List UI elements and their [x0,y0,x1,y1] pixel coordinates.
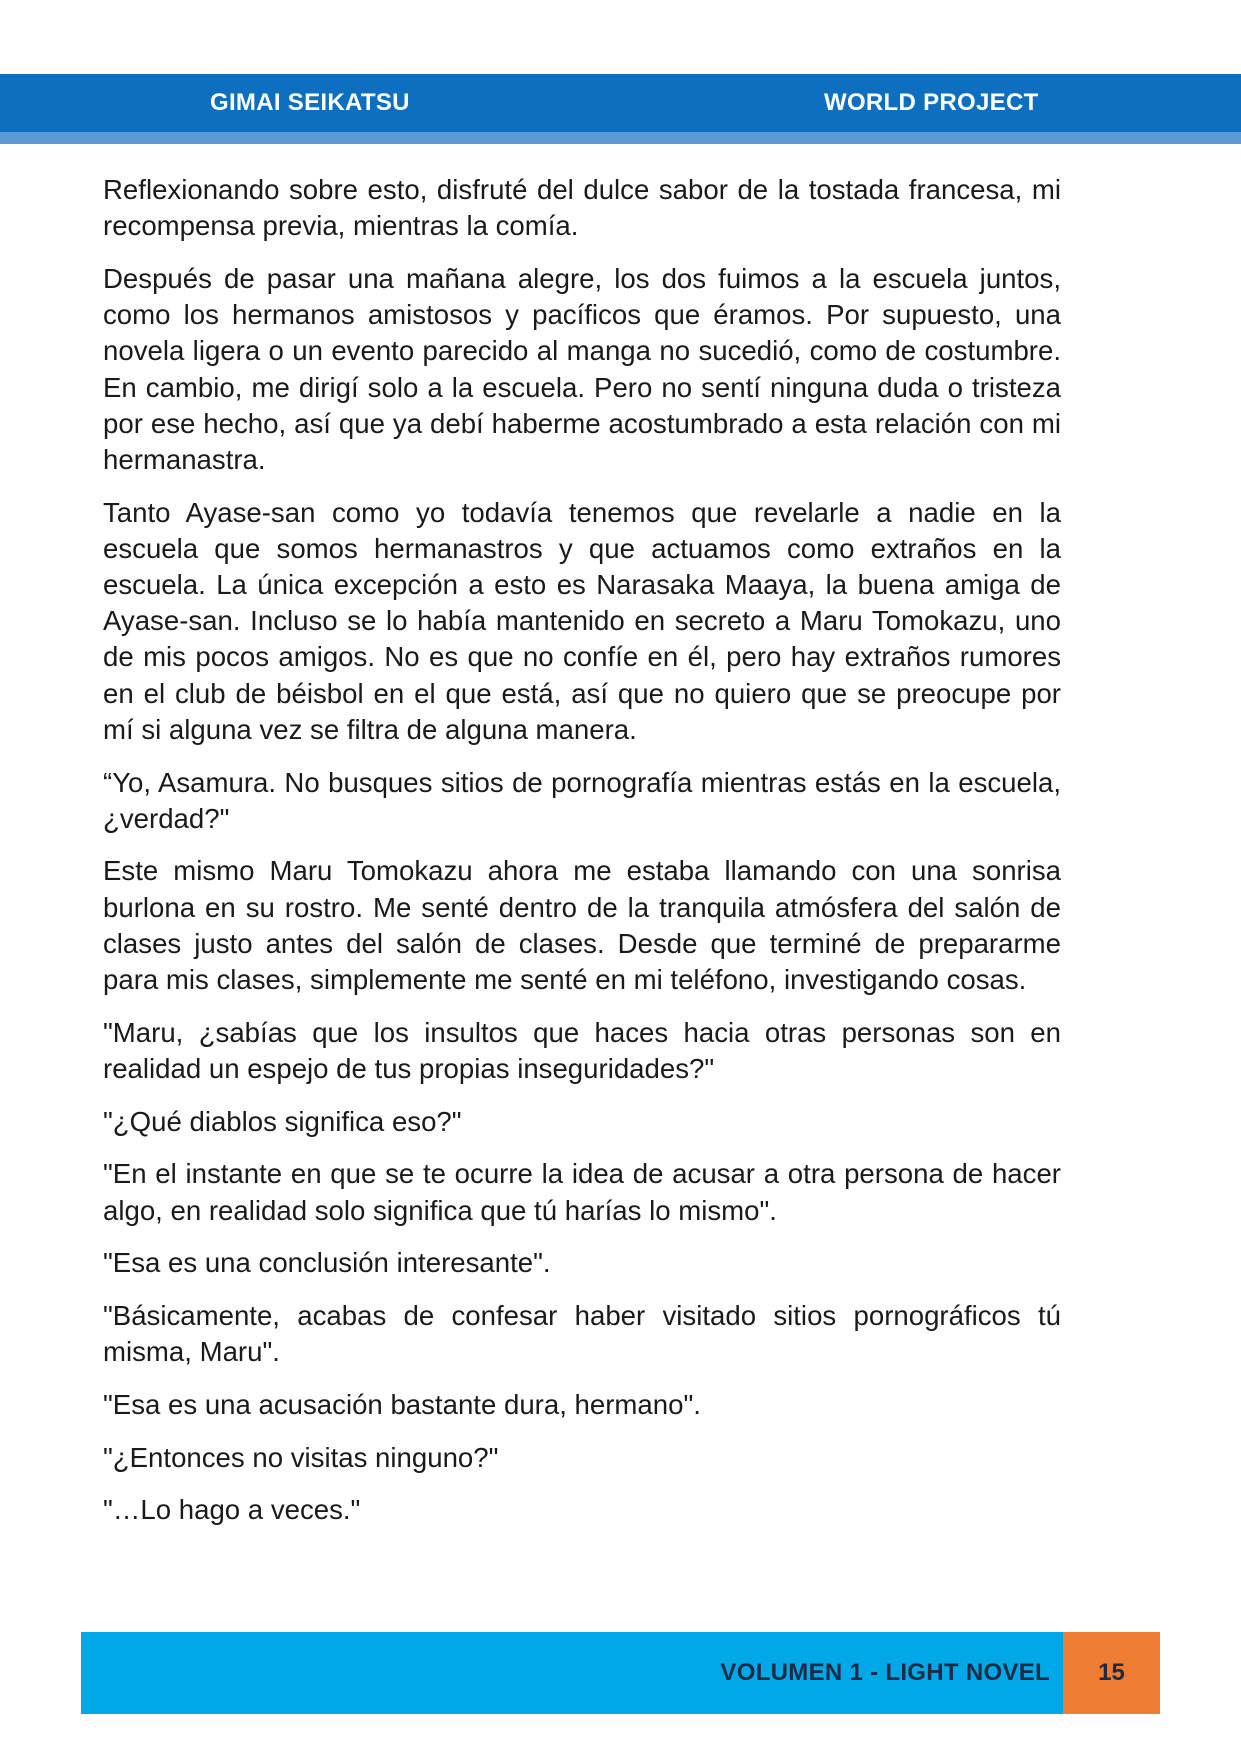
page-number-box [1063,1632,1160,1714]
paragraph: "Maru, ¿sabías que los insultos que haces hacia otras personas son en realidad un espejo de tus propias inseguridades?" [103,1016,1061,1084]
paragraph: "¿Qué diablos significa eso?" [103,1105,462,1137]
paragraph: "¿Entonces no visitas ninguno?" [103,1441,499,1473]
paragraph: "Básicamente, acabas de confesar haber visitado sitios pornográficos tú misma, Maru". [103,1299,1061,1368]
paragraph: “Yo, Asamura. No busques sitios de pornografía mientras estás en la escuela, ¿verdad?" [103,766,1061,834]
paragraph: Después de pasar una mañana alegre, los dos fuimos a la escuela juntos, como los hermanos amistosos y pacíficos que éramos. Por supuesto, una novela ligera o un evento parecido al manga no sucedió, como de costumbre. En cambio, me dirigí solo a la escuela. Pero no sentí ninguna duda o tristeza por ese hecho, así que ya debí haberme acostumbrado a esta relación con mi hermanastra. [103,262,1061,475]
header-series-title: GIMAI SEIKATSU [210,89,410,116]
paragraph: "…Lo hago a veces." [103,1494,361,1526]
header-bar [0,74,1241,132]
header-stripe [0,132,1241,144]
paragraph: Tanto Ayase-san como yo todavía tenemos que revelarle a nadie en la escuela que somos hermanastros y que actuamos como extraños en la escuela. La única excepción a esto es Narasaka Maaya, la buena amiga de Ayase-san. Incluso se lo había mantenido en secreto a Maru Tomokazu, uno de mis pocos amigos. No es que no confíe en él, pero hay extraños rumores en el club de béisbol en el que está, así que no quiero que se preocupe por mí si alguna vez se filtra de alguna manera. [103,496,1061,745]
paragraph: "Esa es una acusación bastante dura, hermano". [103,1388,701,1420]
paragraph: "Esa es una conclusión interesante". [103,1247,551,1279]
paragraph: "En el instante en que se te ocurre la idea de acusar a otra persona de hacer algo, en realidad solo significa que tú harías lo mismo". [103,1158,1061,1226]
paragraph: Reflexionando sobre esto, disfruté del dulce sabor de la tostada francesa, mi recompensa previa, mientras la comía. [103,174,1061,242]
page-body [103,172,1061,1545]
header-group-title: WORLD PROJECT [824,89,1039,116]
paragraph: Este mismo Maru Tomokazu ahora me estaba llamando con una sonrisa burlona en su rostro. Me senté dentro de la tranquila atmósfera del salón de clases justo antes del salón de clases. Desde que terminé de prepararme para mis clases, simplemente me senté en mi teléfono, investigando cosas. [103,855,1061,996]
page-number: 15 [1098,1659,1125,1686]
footer-volume-title: VOLUMEN 1 - LIGHT NOVEL [720,1659,1050,1686]
